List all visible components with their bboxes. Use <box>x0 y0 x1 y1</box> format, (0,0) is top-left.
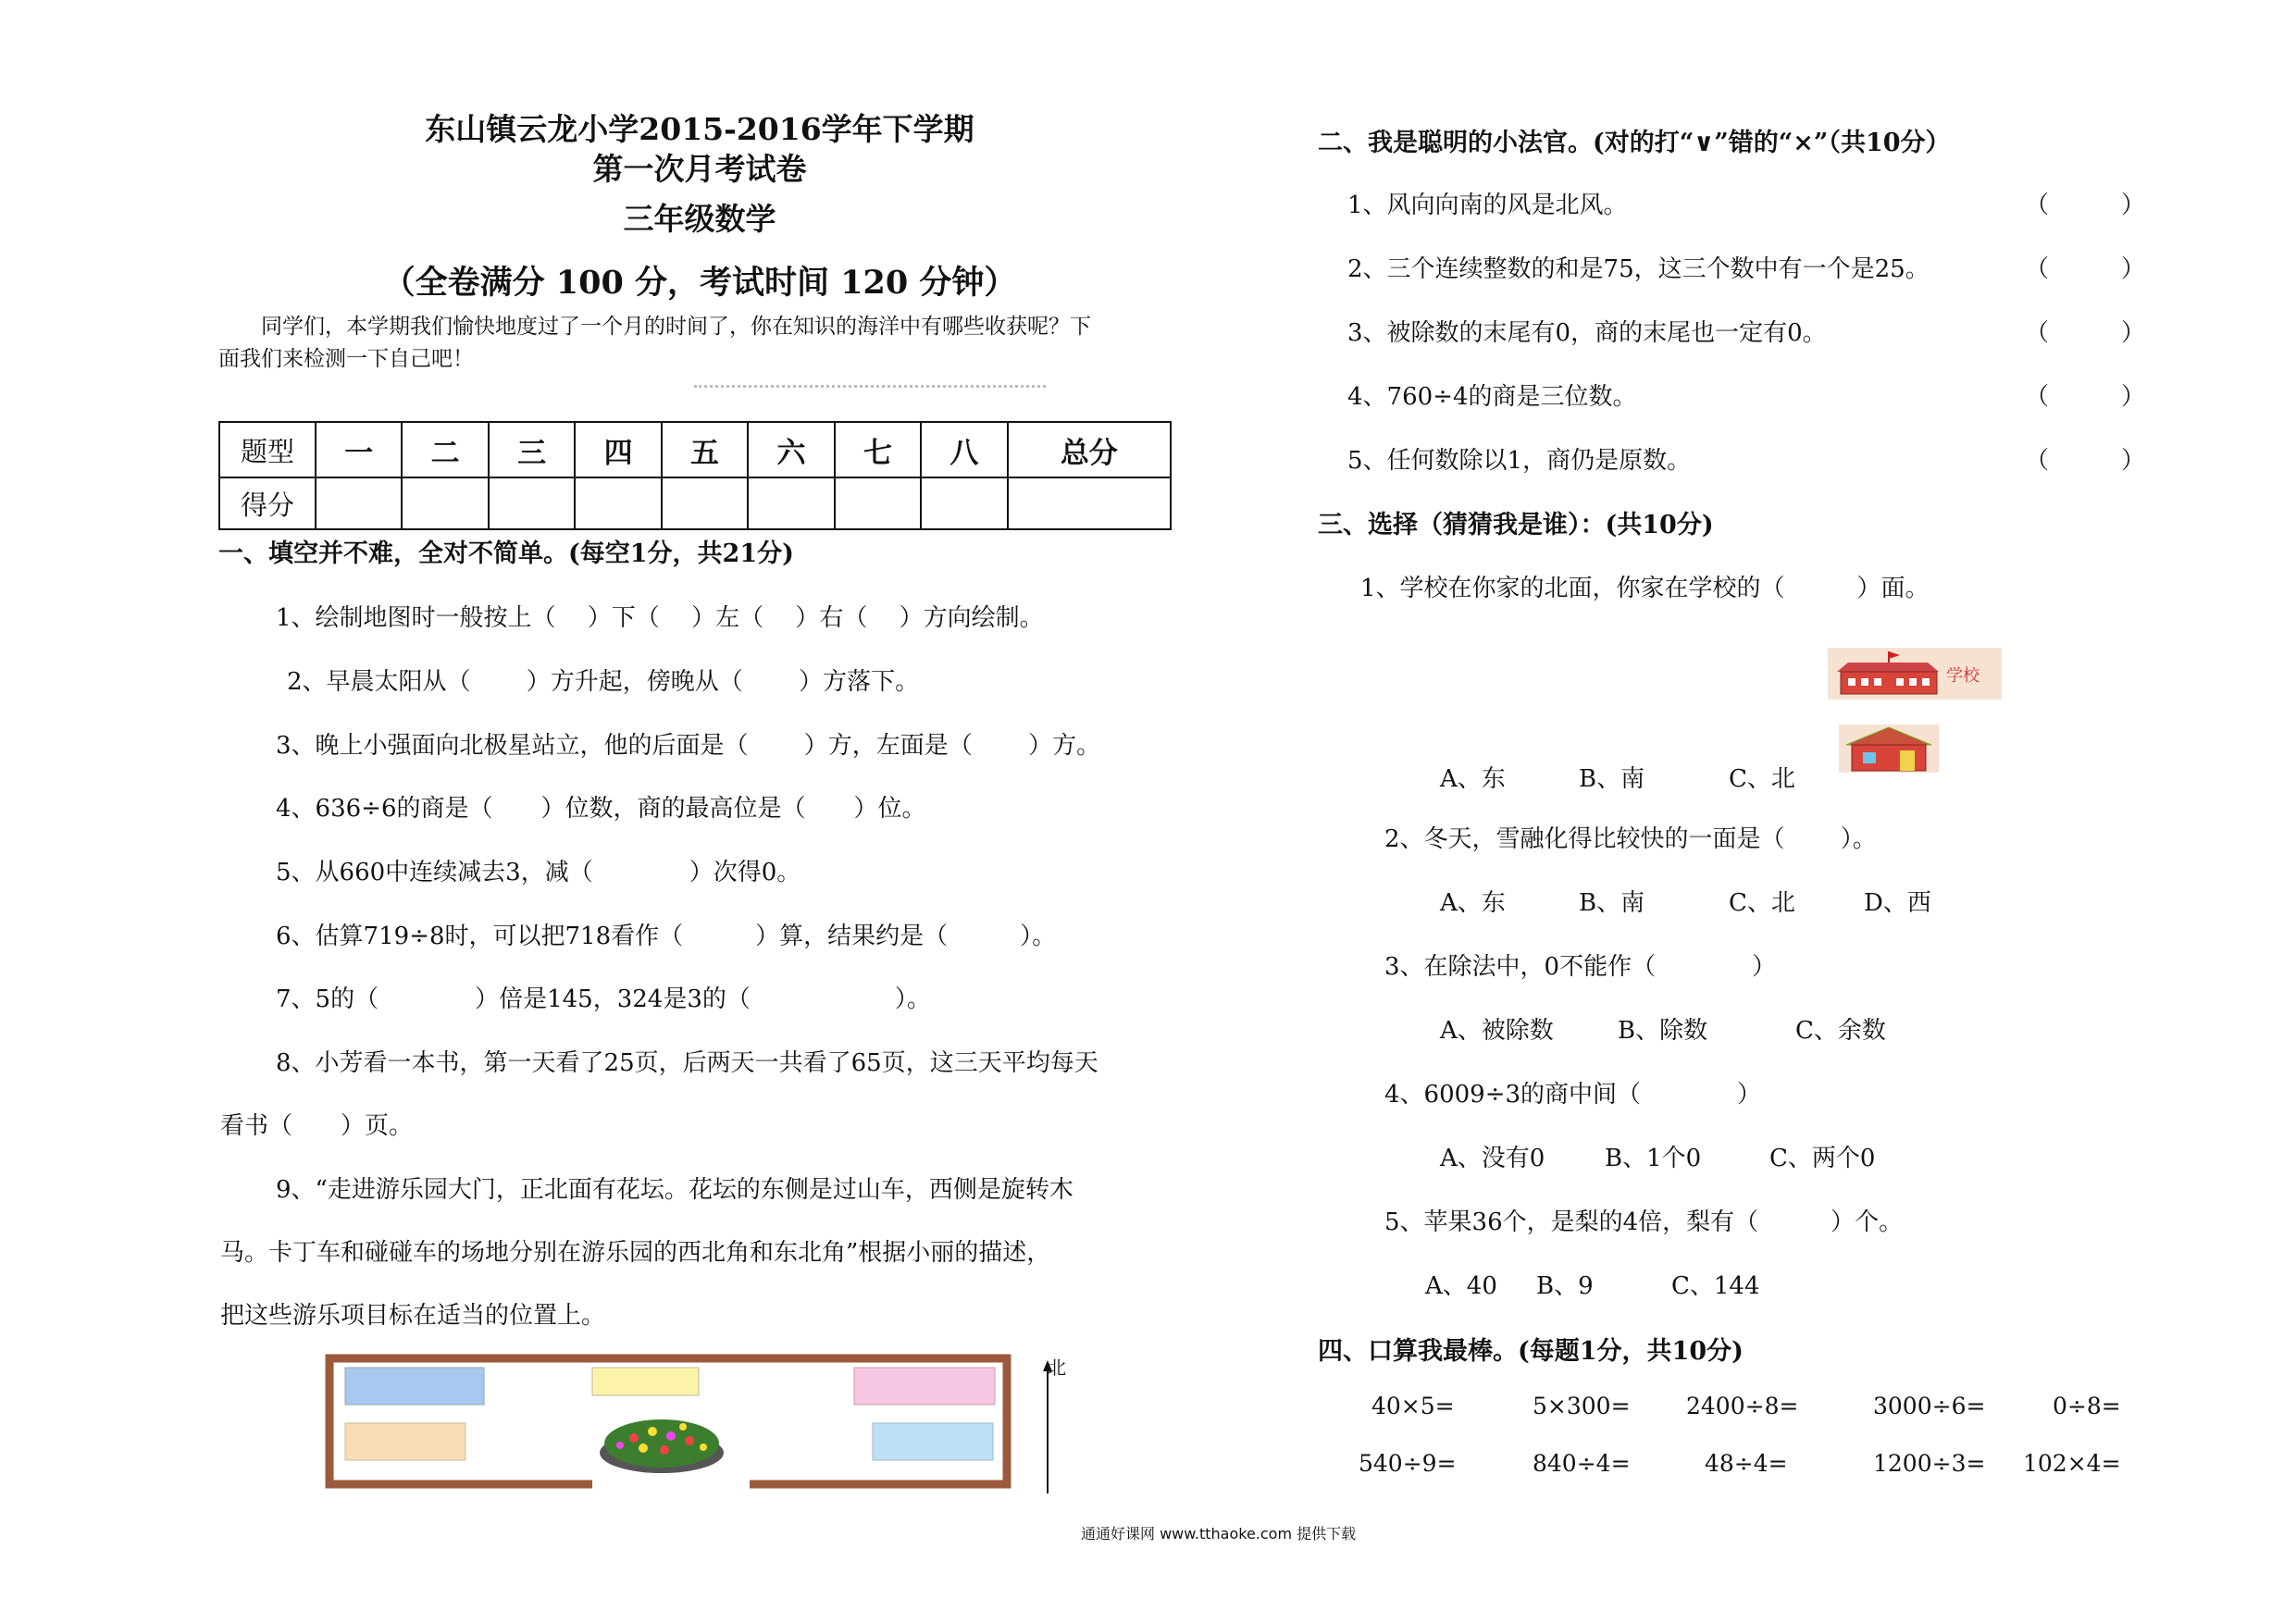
score-table-col: 一 <box>316 422 402 477</box>
oral-calc-item: 0÷8= <box>2053 1393 2121 1419</box>
dotted-divider <box>694 385 1046 388</box>
score-cell[interactable] <box>662 477 748 529</box>
section2-item-3: 3、被除数的末尾有0，商的末尾也一定有0。 <box>1347 319 1827 347</box>
flower-bed-icon <box>600 1419 724 1473</box>
oral-calc-item: 40×5= <box>1371 1393 1455 1419</box>
intro-line-2: 面我们来检测一下自己吧！ <box>218 347 474 371</box>
score-table-header-row <box>219 422 1171 477</box>
map-slot-northwest[interactable] <box>345 1368 484 1405</box>
paper-full-score: （全卷满分 100 分，考试时间 120 分钟） <box>382 264 1017 302</box>
section1-q6: 6、估算719÷8时，可以把718看作（ ）算，结果约是（ ）。 <box>276 923 1057 950</box>
section1-q9-line3: 把这些游乐项目标在适当的位置上。 <box>220 1302 606 1330</box>
paper-subtitle: 第一次月考试卷 <box>592 151 807 187</box>
section3-q5-option[interactable]: A、40 <box>1425 1272 1497 1300</box>
score-table-row-label: 题型 <box>219 422 316 477</box>
oral-calc-item: 1200÷3= <box>1873 1450 1986 1477</box>
section2-heading: 二、我是聪明的小法官。(对的打“∨”错的“×”（共10分） <box>1318 129 1951 157</box>
section1-q2: 2、早晨太阳从（ ）方升起，傍晚从（ ）方落下。 <box>287 668 920 696</box>
section2-item-1: 1、风向向南的风是北风。 <box>1347 192 1628 219</box>
score-cell[interactable] <box>921 477 1007 529</box>
oral-calc-item: 102×4= <box>2023 1450 2121 1477</box>
oral-calc-item: 5×300= <box>1533 1393 1631 1419</box>
score-cell[interactable] <box>402 477 488 529</box>
score-table-col: 五 <box>662 422 748 477</box>
score-table-col: 八 <box>921 422 1007 477</box>
score-cell[interactable] <box>575 477 661 529</box>
answer-paren[interactable]: （ ） <box>2025 447 2146 475</box>
section3-q2: 2、冬天，雪融化得比较快的一面是（ ）。 <box>1384 825 1877 853</box>
section3-q5-option[interactable]: C、144 <box>1671 1272 1760 1300</box>
map-slot-north[interactable] <box>592 1368 699 1395</box>
oral-calc-item: 2400÷8= <box>1686 1393 1799 1419</box>
oral-calc-item: 3000÷6= <box>1873 1393 1986 1419</box>
section2-item-5: 5、任何数除以1，商仍是原数。 <box>1347 447 1692 475</box>
answer-paren[interactable]: （ ） <box>2025 319 2146 347</box>
section3-q3-option[interactable]: C、余数 <box>1795 1017 1886 1045</box>
score-table-col: 六 <box>748 422 834 477</box>
house-icon <box>1839 725 1939 773</box>
section1-q3: 3、晚上小强面向北极星站立，他的后面是（ ）方，左面是（ ）方。 <box>276 732 1101 760</box>
section3-q3-option[interactable]: B、除数 <box>1618 1017 1708 1045</box>
paper-title: 东山镇云龙小学2015-2016学年下学期 <box>425 111 974 147</box>
section4-heading: 四、口算我最棒。(每题1分，共10分) <box>1318 1337 1744 1366</box>
answer-paren[interactable]: （ ） <box>2025 383 2146 411</box>
school-picture <box>1828 648 2002 700</box>
section3-q1-option[interactable]: A、东 <box>1440 765 1506 793</box>
section3-q1: 1、学校在你家的北面，你家在学校的（ ）面。 <box>1360 575 1930 602</box>
section3-q2-option[interactable]: C、北 <box>1729 889 1795 917</box>
section2-item-4: 4、760÷4的商是三位数。 <box>1347 383 1637 411</box>
section1-q7: 7、5的（ ）倍是145，324是3的（ ）。 <box>276 985 931 1013</box>
section3-q4: 4、6009÷3的商中间（ ） <box>1384 1081 1762 1109</box>
section1-q9-line1: 9、“走进游乐园大门，正北面有花坛。花坛的东侧是过山车，西侧是旋转木 <box>276 1176 1074 1204</box>
score-cell[interactable] <box>1008 477 1171 529</box>
answer-paren[interactable]: （ ） <box>2025 255 2146 283</box>
section3-q2-option[interactable]: B、南 <box>1579 889 1645 917</box>
school-label: 学校 <box>1946 666 1980 686</box>
paper-grade: 三年级数学 <box>623 201 776 237</box>
score-cell[interactable] <box>748 477 834 529</box>
home-picture <box>1839 725 1939 773</box>
section3-q5-option[interactable]: B、9 <box>1536 1272 1594 1300</box>
section3-q2-option[interactable]: D、西 <box>1864 889 1931 917</box>
section3-q3: 3、在除法中，0不能作（ ） <box>1384 953 1777 981</box>
section3-heading: 三、选择（猜猜我是谁）：(共10分) <box>1318 511 1714 539</box>
map-slot-northeast[interactable] <box>854 1368 995 1405</box>
intro-line-1: 同学们，本学期我们愉快地度过了一个月的时间了，你在知识的海洋中有哪些收获呢？下 <box>261 315 1091 339</box>
section3-q1-option[interactable]: C、北 <box>1729 765 1795 793</box>
north-arrow-icon <box>1038 1357 1094 1495</box>
section3-q4-option[interactable]: A、没有0 <box>1440 1145 1545 1172</box>
score-cell[interactable] <box>835 477 921 529</box>
section2-item-2: 2、三个连续整数的和是75，这三个数中有一个是25。 <box>1347 255 1930 283</box>
section1-q1: 1、绘制地图时一般按上（ ）下（ ）左（ ）右（ ）方向绘制。 <box>276 604 1044 632</box>
section3-q1-option[interactable]: B、南 <box>1579 765 1645 793</box>
section3-q3-option[interactable]: A、被除数 <box>1440 1017 1554 1045</box>
north-label: 北 <box>1048 1357 1066 1379</box>
oral-calc-item: 48÷4= <box>1705 1450 1788 1477</box>
score-table-col: 三 <box>489 422 575 477</box>
section1-q5: 5、从660中连续减去3，减（ ）次得0。 <box>276 859 801 886</box>
score-cell[interactable] <box>489 477 575 529</box>
score-table-score-row <box>219 477 1171 529</box>
score-table-row-label: 得分 <box>219 477 316 529</box>
oral-calc-item: 840÷4= <box>1533 1450 1631 1477</box>
score-table-col: 二 <box>402 422 488 477</box>
score-table-col: 四 <box>575 422 661 477</box>
answer-paren[interactable]: （ ） <box>2025 192 2146 219</box>
section1-q4: 4、636÷6的商是（ ）位数，商的最高位是（ ）位。 <box>276 795 926 823</box>
section1-heading: 一、填空并不难，全对不简单。(每空1分，共21分) <box>218 539 794 568</box>
section3-q5: 5、苹果36个，是梨的4倍，梨有（ ）个。 <box>1384 1208 1904 1236</box>
amusement-park-map <box>324 1353 1013 1492</box>
map-slot-west[interactable] <box>345 1423 465 1460</box>
score-table-col: 七 <box>835 422 921 477</box>
section3-q4-option[interactable]: C、两个0 <box>1769 1145 1876 1172</box>
score-table-col: 总分 <box>1008 422 1171 477</box>
section1-q8-line2: 看书（ ）页。 <box>220 1112 414 1140</box>
section3-q2-option[interactable]: A、东 <box>1440 889 1506 917</box>
section1-q9-line2: 马。卡丁车和碰碰车的场地分别在游乐园的西北角和东北角”根据小丽的描述， <box>220 1239 1051 1267</box>
section1-q8-line1: 8、小芳看一本书，第一天看了25页，后两天一共看了65页，这三天平均每天 <box>276 1049 1098 1077</box>
section3-q4-option[interactable]: B、1个0 <box>1605 1145 1702 1172</box>
score-cell[interactable] <box>316 477 402 529</box>
oral-calc-item: 540÷9= <box>1359 1450 1457 1477</box>
school-icon <box>1831 648 1942 700</box>
map-slot-east[interactable] <box>873 1423 993 1460</box>
score-table <box>218 421 1172 530</box>
page-footer: 通通好课网 www.tthaoke.com 提供下载 <box>1081 1525 1357 1542</box>
